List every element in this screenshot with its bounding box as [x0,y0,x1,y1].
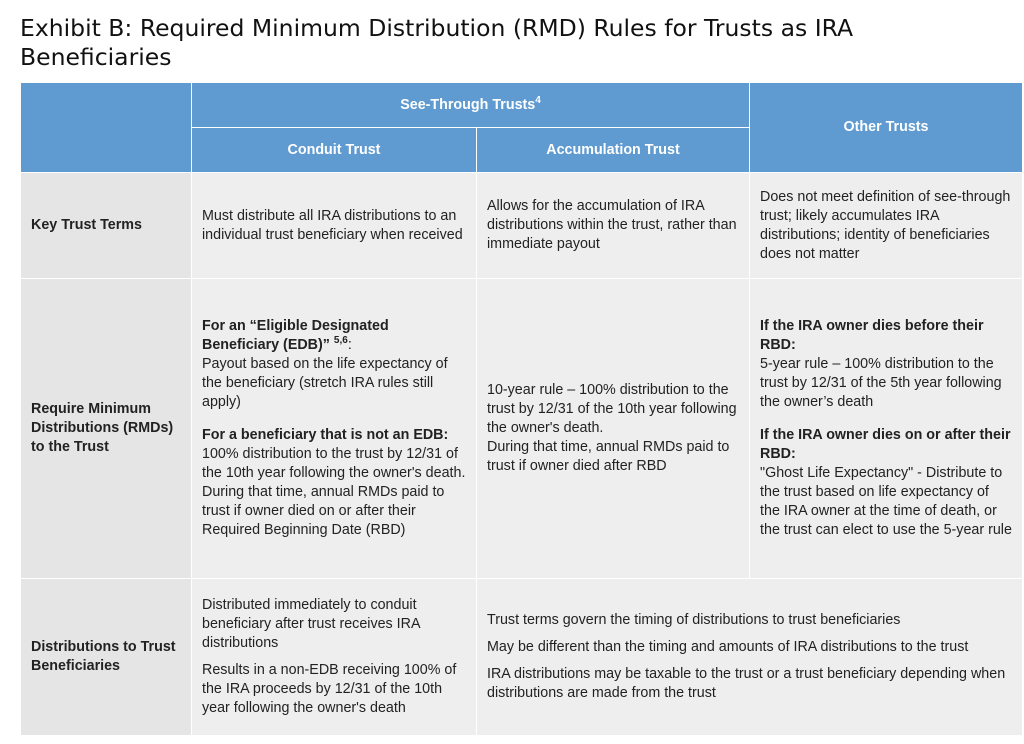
dies-before-rbd-text: 5-year rule – 100% distribution to the trust by 12/31 of the 5th year following the owner’s death [760,356,1002,410]
trust-terms-text: Trust terms govern the timing of distributions to trust beneficiaries [487,612,901,628]
edb-text: Payout based on the life expectancy of the beneficiary (stretch IRA rules still apply) [202,356,448,410]
header-accumulation-trust: Accumulation Trust [477,128,750,173]
edb-heading: For an “Eligible Designated Beneficiary (EDB)” $^{5,6}$: [202,318,389,353]
accumulation-rule-text: 10-year rule – 100% distribution to the trust by 12/31 of the 10th year following the owner's death. [487,382,737,436]
cell-rmds-accumulation [477,279,750,579]
header-conduit-trust: Conduit Trust [192,128,477,173]
row-label-distributions: Distributions to Trust Beneficiaries [21,579,192,736]
row-rmds [21,279,1023,579]
cell-key-terms-conduit: Must distribute all IRA distributions to an individual trust beneficiary when received [192,173,477,279]
exhibit-title: Exhibit B: Required Minimum Distribution (RMD) Rules for Trusts as IRA Beneficiaries [20,14,854,71]
header-other-trusts: Other Trusts [750,83,1023,173]
footnote-marker: 4 [535,94,541,106]
cell-distributions-conduit [192,579,477,736]
cell-key-terms-accumulation: Allows for the accumulation of IRA distributions within the trust, rather than immediate payout [477,173,750,279]
row-key-trust-terms [21,173,1023,279]
dies-after-rbd-text: "Ghost Life Expectancy" - Distribute to the trust based on life expectancy of the IRA owner at the time of death, or the trust can elect to use the 5-year rule [760,465,1012,538]
cell-rmds-conduit [192,279,477,579]
non-edb-heading: For a beneficiary that is not an EDB: [202,427,449,443]
non-edb-text: 100% distribution to the trust by 12/31 of the 10th year following the owner's death. During that time, annual RMDs paid to trust if owner died on or after their Required Beginning Date (RBD) [202,446,466,538]
accumulation-rmd-text: During that time, annual RMDs paid to trust if owner died after RBD [487,439,730,474]
dies-before-rbd-heading: If the IRA owner dies before their RBD: [760,318,984,353]
conduit-distribution-text: Distributed immediately to conduit beneficiary after trust receives IRA distributions [202,597,420,651]
taxability-text: IRA distributions may be taxable to the trust or a trust beneficiary depending when distributions are made from the trust [487,666,1006,701]
cell-rmds-other [750,279,1023,579]
dies-after-rbd-heading: If the IRA owner dies on or after their RBD: [760,427,1011,462]
footnote-marker: 5,6 [333,335,348,347]
cell-key-terms-other: Does not meet definition of see-through trust; likely accumulates IRA distributions; identity of beneficiaries does not matter [750,173,1023,279]
conduit-non-edb-text: Results in a non-EDB receiving 100% of the IRA proceeds by 12/31 of the 10th year following the owner's death [202,662,457,716]
row-label-rmds: Require Minimum Distributions (RMDs) to the Trust [21,279,192,579]
rmd-rules-table [20,82,1023,736]
timing-difference-text: May be different than the timing and amounts of IRA distributions to the trust [487,639,969,655]
cell-distributions-accumulation-other [477,579,1023,736]
row-distributions [21,579,1023,736]
header-corner [21,83,192,173]
header-see-through-trusts: See-Through Trusts$^4$ [192,83,750,128]
row-label-key-trust-terms: Key Trust Terms [21,173,192,279]
